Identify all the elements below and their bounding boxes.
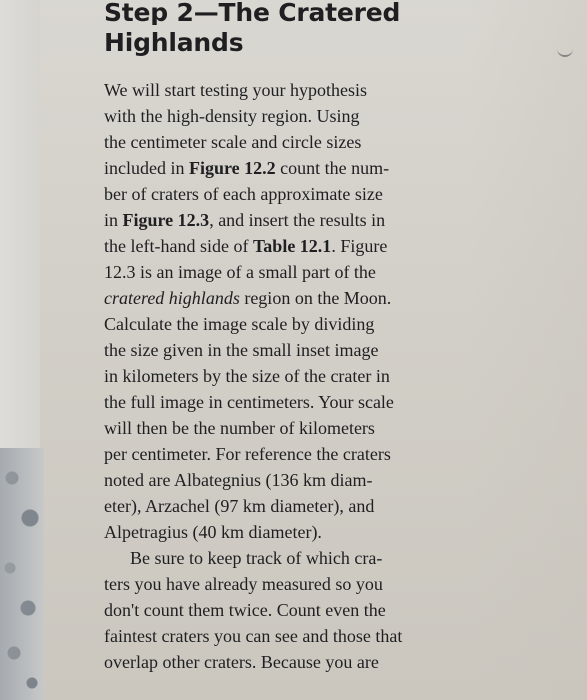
text-line: [104, 493, 484, 519]
text-line: [104, 103, 484, 129]
text-line: [104, 155, 484, 181]
text-run: in: [104, 210, 123, 230]
emphasized-term: cratered highlands: [104, 288, 240, 308]
text-line: [104, 623, 484, 649]
page-shadow: [467, 0, 587, 700]
text-run: in kilometers by the size of the crater in: [104, 366, 390, 386]
text-run: overlap other craters. Because you are: [104, 652, 379, 672]
text-run: 12.3 is an image of a small part of the: [104, 262, 376, 282]
text-line: [104, 207, 484, 233]
text-line: [104, 389, 484, 415]
heading-line-1: Step 2—The Cratered: [104, 0, 401, 25]
text-line: [104, 77, 484, 103]
text-line: [104, 467, 484, 493]
text-line: [104, 337, 484, 363]
text-line: [104, 363, 484, 389]
figure-reference: Figure 12.3: [122, 210, 210, 230]
text-run: We will start testing your hypothesis: [104, 80, 368, 100]
text-line: [104, 441, 484, 467]
text-line: [104, 571, 484, 597]
text-run: per centimeter. For reference the craters: [104, 444, 391, 464]
text-line: [104, 233, 484, 259]
text-run: region on the Moon.: [239, 288, 392, 308]
text-run: Calculate the image scale by dividing: [104, 314, 375, 334]
figure-reference: Figure 12.2: [188, 158, 276, 178]
paragraph-1: [104, 77, 484, 545]
text-line: [104, 545, 484, 571]
page-corner-mark: [557, 45, 573, 57]
text-run: the size given in the small inset image: [104, 340, 379, 360]
heading-line-2: Highlands: [104, 28, 244, 57]
page-edge: [0, 0, 40, 448]
text-column: [104, 0, 484, 675]
text-run: with the high-density region. Using: [104, 106, 360, 126]
text-run: . Figure: [331, 236, 388, 256]
text-line: [104, 129, 484, 155]
text-line: [104, 181, 484, 207]
text-run: the left-hand side of: [104, 236, 253, 256]
figure-reference: Table 12.1: [252, 236, 332, 256]
moon-image-fragment: [0, 448, 44, 700]
text-run: the full image in centimeters. Your scale: [104, 392, 394, 412]
text-line: [104, 519, 484, 545]
text-line: [104, 649, 484, 675]
paragraph-2: [104, 545, 484, 675]
section-heading: [104, 0, 484, 60]
text-run: count the num-: [275, 158, 390, 178]
text-line: [104, 311, 484, 337]
text-line: [104, 597, 484, 623]
text-line: [104, 415, 484, 441]
text-run: included in: [104, 158, 189, 178]
text-run: faintest craters you can see and those that: [104, 626, 403, 646]
text-line: [104, 259, 484, 285]
text-run: don't count them twice. Count even the: [104, 600, 386, 620]
text-run: ber of craters of each approximate size: [104, 184, 383, 204]
text-run: the centimeter scale and circle sizes: [104, 132, 362, 152]
text-run: ters you have already measured so you: [104, 574, 383, 594]
text-run: Be sure to keep track of which cra-: [130, 548, 383, 568]
text-run: eter), Arzachel (97 km diameter), and: [104, 496, 375, 516]
text-line: [104, 285, 484, 311]
text-run: will then be the number of kilometers: [104, 418, 375, 438]
text-run: noted are Albategnius (136 km diam-: [104, 470, 373, 490]
text-run: Alpetragius (40 km diameter).: [104, 522, 322, 542]
text-run: , and insert the results in: [209, 210, 386, 230]
